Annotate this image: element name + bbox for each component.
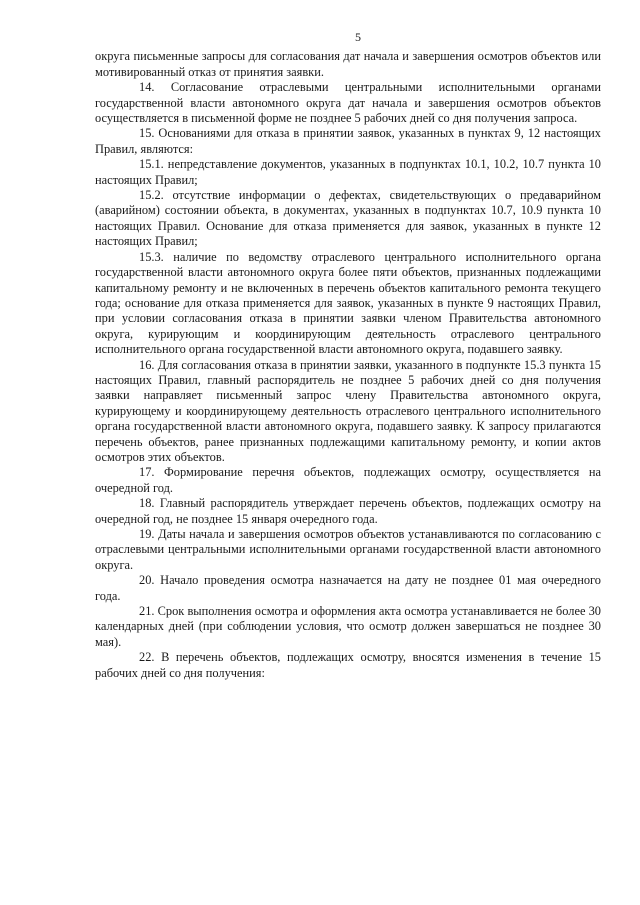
paragraph: 22. В перечень объектов, подлежащих осмотру, вносятся изменения в течение 15 рабочих дней со дня получения:: [95, 650, 601, 680]
paragraph: 19. Даты начала и завершения осмотров объектов устанавливаются по согласованию с отраслевыми центральными исполнительными органами государственной власти автономного округа.: [95, 527, 601, 572]
paragraph: 17. Формирование перечня объектов, подлежащих осмотру, осуществляется на очередной год.: [95, 465, 601, 495]
paragraph: 15.1. непредставление документов, указанных в подпунктах 10.1, 10.2, 10.7 пункта 10 настоящих Правил;: [95, 157, 601, 187]
page-number: 5: [355, 30, 361, 44]
paragraph: 15. Основаниями для отказа в принятии заявок, указанных в пунктах 9, 12 настоящих Правил, являются:: [95, 126, 601, 156]
paragraph: 14. Согласование отраслевыми центральными исполнительными органами государственной власти автономного округа дат начала и завершения осмотров объектов осуществляется в письменной форме не позднее 5 рабочих дней со дня получения запроса.: [95, 80, 601, 126]
document-page: [95, 30, 601, 681]
paragraph: 15.3. наличие по ведомству отраслевого центрального исполнительного органа государственной власти автономного округа более пяти объектов, признанных подлежащими капитальному ремонту и не включенных в перечень объектов капитального ремонта текущего года; основание для отказа применяется для заявок, указанных в пункте 9 настоящих Правил, при условии согласования отказа в принятии заявки членом Правительства автономного округа, курирующим и координирующим деятельность отраслевого центрального исполнительного органа государственной власти автономного округа, подавшего заявку.: [95, 249, 601, 357]
document-body: [95, 49, 601, 681]
paragraph: 15.2. отсутствие информации о дефектах, свидетельствующих о предаварийном (аварийном) состоянии объекта, в документах, указанных в подпунктах 10.7, 10.9 пункта 10 настоящих Правил. Основание для отказа применяется для заявок, указанных в пункте 12 настоящих Правил;: [95, 188, 601, 249]
paragraph: округа письменные запросы для согласования дат начала и завершения осмотров объектов или мотивированный отказ от принятия заявки.: [95, 49, 601, 79]
paragraph: 21. Срок выполнения осмотра и оформления акта осмотра устанавливается не более 30 календарных дней (при соблюдении условия, что осмотр должен завершаться не позднее 30 мая).: [95, 604, 601, 649]
paragraph: 18. Главный распорядитель утверждает перечень объектов, подлежащих осмотру на очередной год, не позднее 15 января очередного года.: [95, 496, 601, 526]
paragraph: 20. Начало проведения осмотра назначается на дату не позднее 01 мая очередного года.: [95, 573, 601, 603]
paragraph: 16. Для согласования отказа в принятии заявки, указанного в подпункте 15.3 пункта 15 настоящих Правил, главный распорядитель не позднее 5 рабочих дней со дня получения заявки направляет письменный запрос члену Правительства автономного округа, курирующему и координирующему деятельность отраслевого центрального исполнительного органа государственной власти автономного округа, подавшего заявку. К запросу прилагаются перечень объектов, ранее признанных подлежащими капитальному ремонту, и копии актов осмотров этих объектов.: [95, 357, 601, 464]
